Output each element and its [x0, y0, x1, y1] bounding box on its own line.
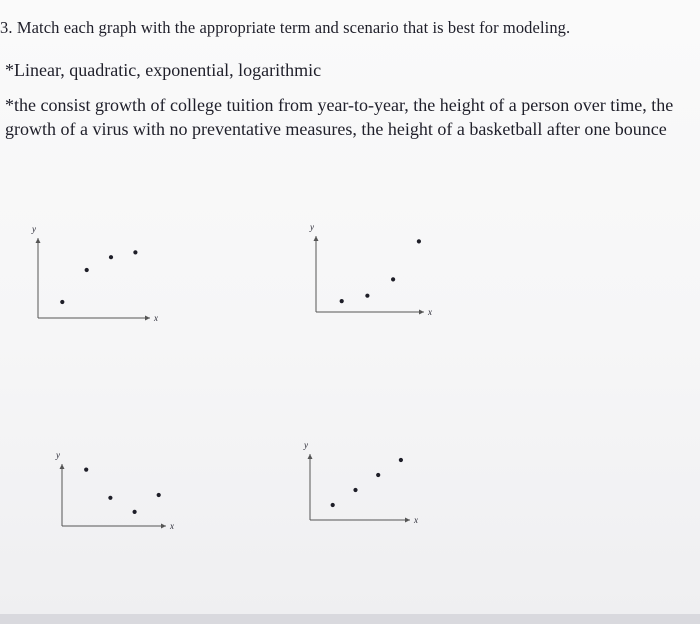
x-axis-label: x: [414, 515, 418, 525]
x-axis-arrow: [419, 310, 424, 315]
data-point: [60, 300, 64, 304]
data-point: [133, 250, 137, 254]
data-point: [109, 255, 113, 259]
y-axis-arrow: [308, 454, 313, 459]
y-axis-label: y: [32, 224, 36, 234]
data-point: [85, 268, 89, 272]
graph-bottom-left: [42, 446, 172, 534]
data-point: [353, 488, 357, 492]
data-point: [417, 239, 421, 243]
y-axis-arrow: [60, 464, 65, 469]
x-axis-arrow: [405, 518, 410, 523]
x-axis-arrow: [145, 316, 150, 321]
scenarios-list: *the consist growth of college tuition from year-to-year, the height of a person over time, the growth of a virus with no preventative measures, the height of a basketball after one bounce: [5, 95, 674, 139]
data-point: [391, 277, 395, 281]
y-axis-label: y: [310, 222, 314, 232]
y-axis-arrow: [314, 236, 319, 241]
data-point: [399, 458, 403, 462]
y-axis-label: y: [56, 450, 60, 460]
desk-edge: [0, 614, 700, 624]
x-axis-label: x: [170, 521, 174, 531]
data-point: [157, 493, 161, 497]
data-point: [331, 503, 335, 507]
x-axis-arrow: [161, 524, 166, 529]
question-heading: [0, 18, 570, 38]
question-prompt: Match each graph with the appropriate term and scenario that is best for modeling.: [16, 18, 571, 37]
terms-list: *Linear, quadratic, exponential, logarithmic: [5, 60, 322, 80]
y-axis-arrow: [36, 238, 41, 243]
data-point: [340, 299, 344, 303]
graph-bottom-right: [298, 440, 418, 532]
y-axis-label: y: [304, 440, 308, 450]
graph-top-left: [22, 220, 164, 330]
x-axis-label: x: [428, 307, 432, 317]
question-number: 3.: [0, 18, 13, 37]
data-point: [376, 473, 380, 477]
data-point: [133, 510, 137, 514]
data-point: [365, 294, 369, 298]
x-axis-label: x: [154, 313, 158, 323]
data-point: [84, 468, 88, 472]
graph-top-right: [306, 218, 432, 326]
data-point: [108, 496, 112, 500]
